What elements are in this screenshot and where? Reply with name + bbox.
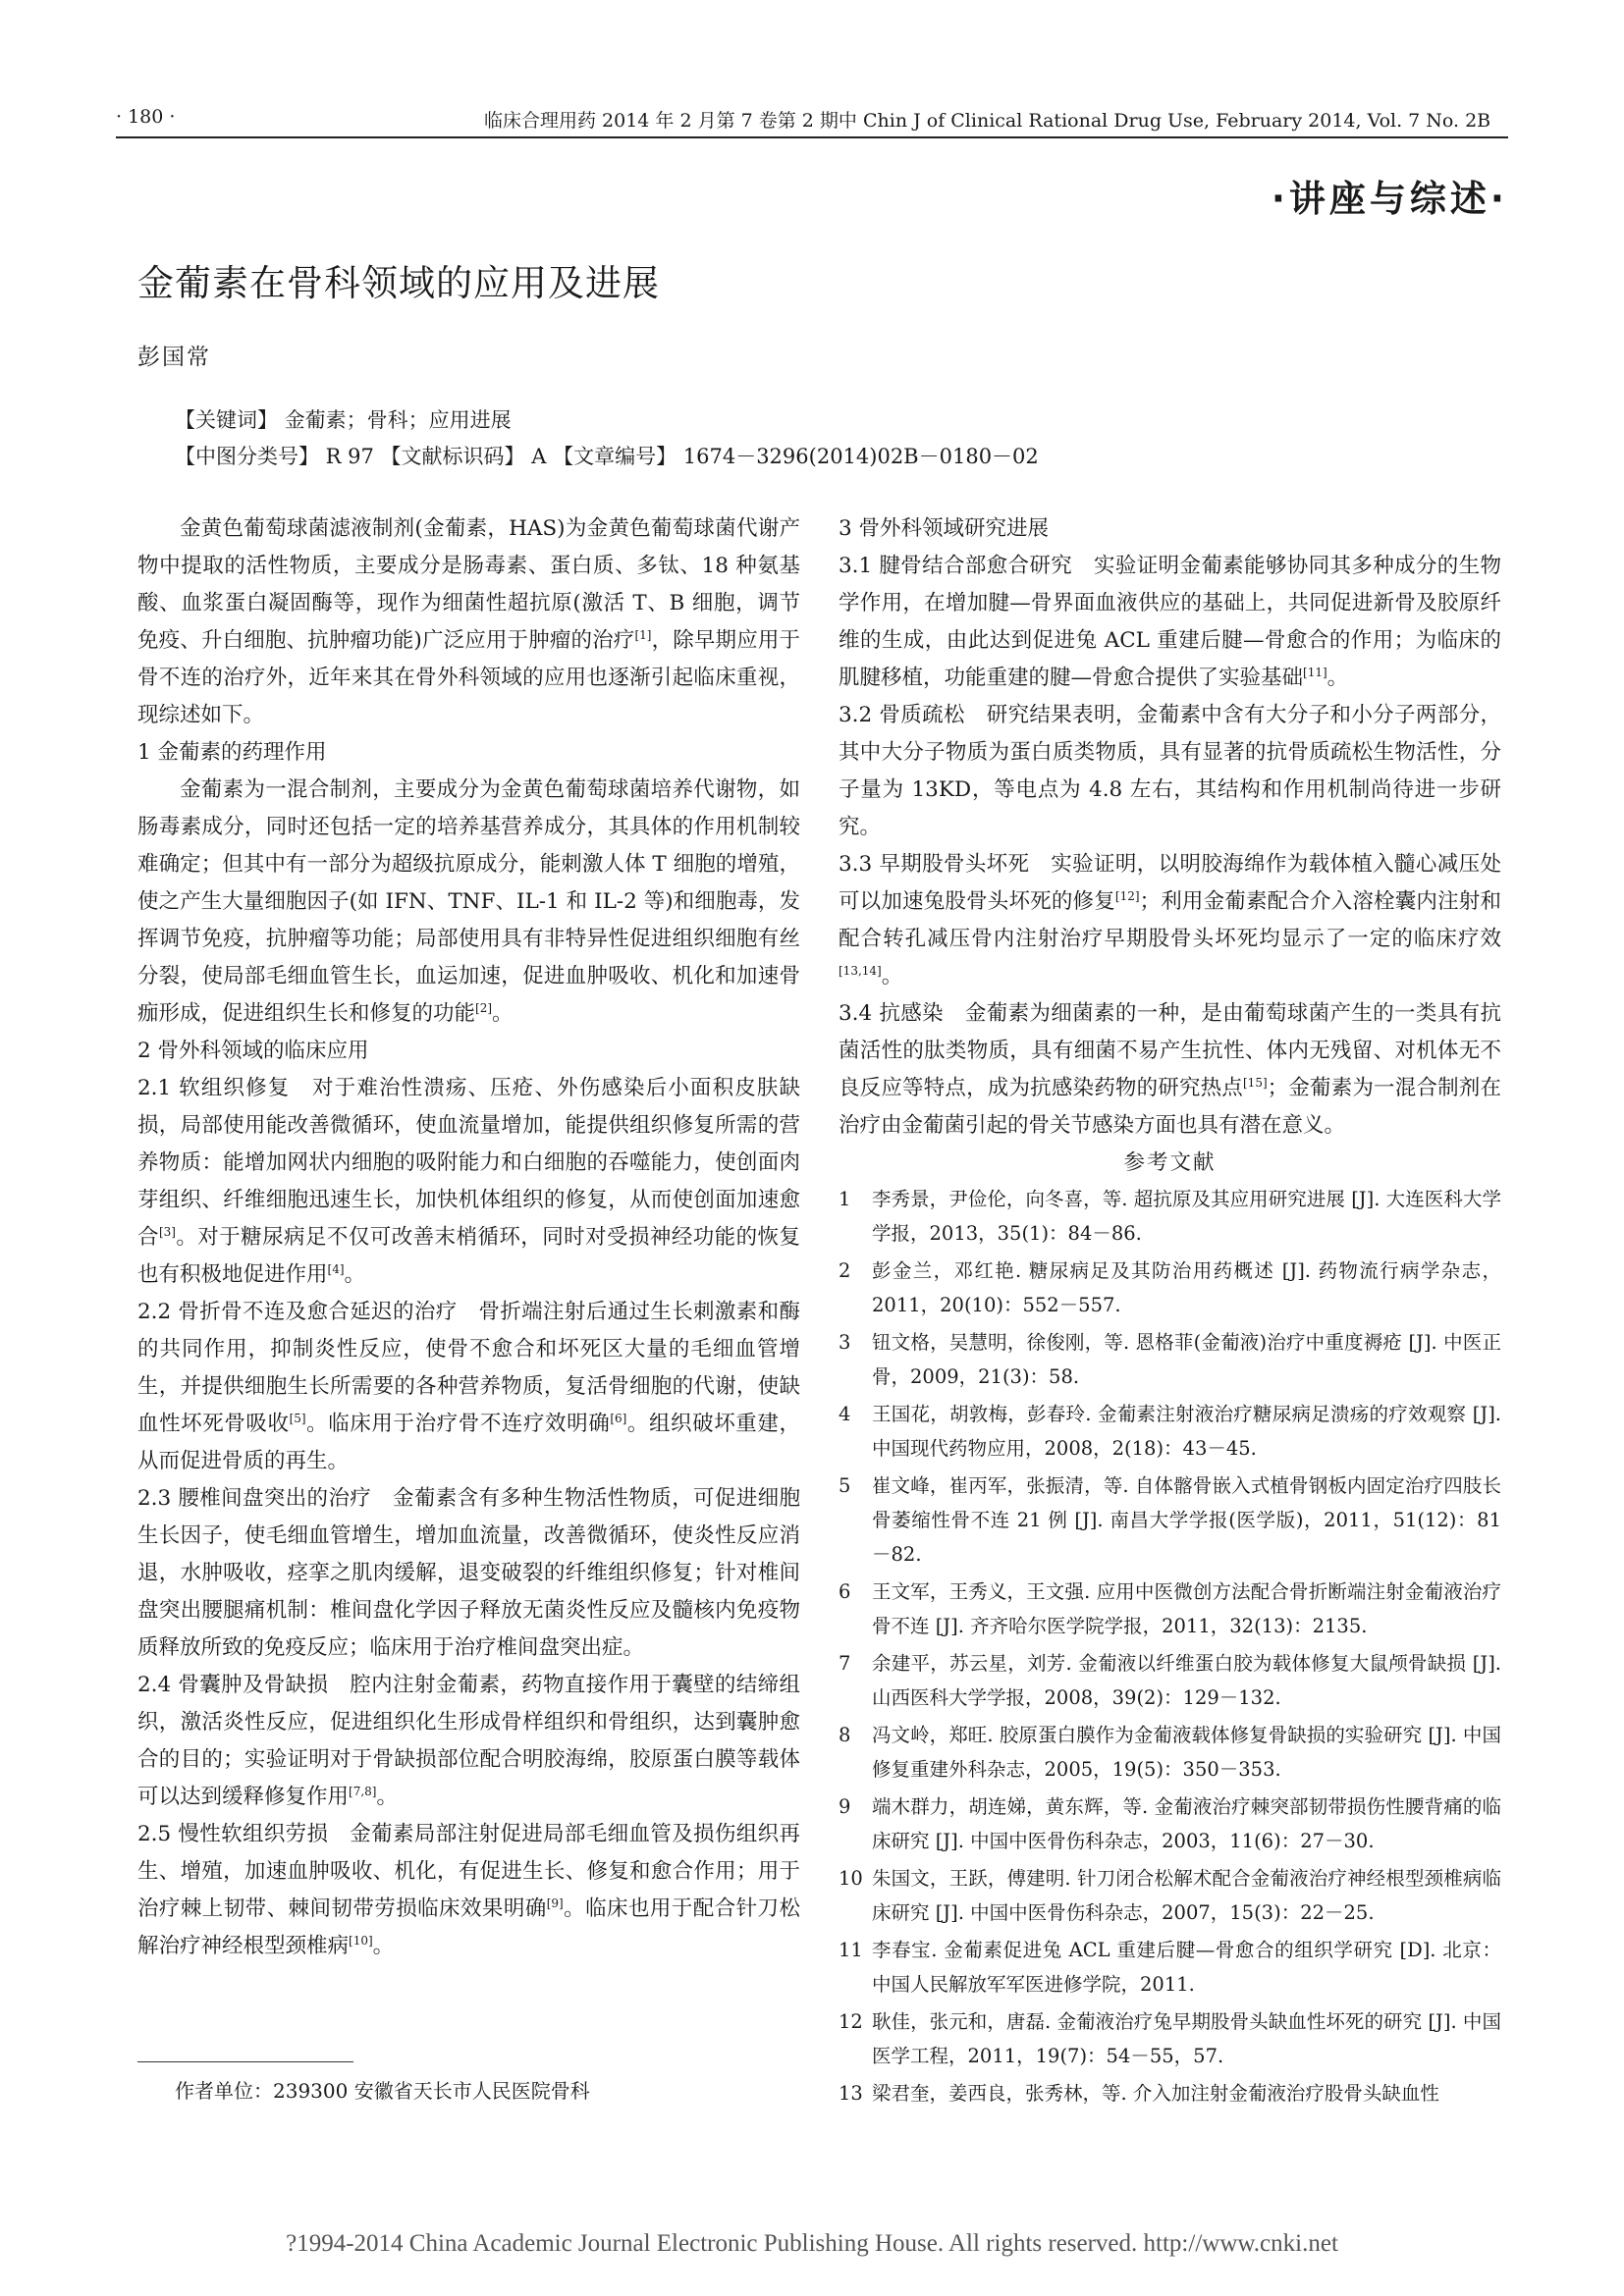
reference-item (839, 1397, 1501, 1466)
body-text: ；金葡素为一混合制剂在治疗由金葡菌引起的骨关节感染方面也具有潜在意义。 (839, 1076, 1501, 1138)
body-text: 金黄色葡萄球菌滤液制剂(金葡素，HAS)为金黄色葡萄球菌代谢产物中提取的活性物质，主要成分是肠毒素、蛋白质、多钛、18 种氨基酸、血浆蛋白凝固酶等，现作为细菌性超抗原(激活 T、B 细胞，调节免疫、升白细胞、抗肿瘤功能)广泛应用于肿瘤的治疗 (137, 516, 800, 653)
section-heading: 2 骨外科领域的临床应用 (137, 1039, 369, 1063)
reference-item (839, 1933, 1501, 2002)
subsection-heading: 3.3 早期股骨头坏死 (839, 852, 1030, 877)
body-text: 对于难治性溃疡、压疮、外伤感染后小面积皮肤缺损，局部使用能改善微循环，使血流量增加，能提供组织修复所需的营养物质：能增加网状内细胞的吸附能力和白细胞的吞噬能力，使创面肉芽组织、纤维细胞迅速生长，加快机体组织的修复，从而使创面加速愈合 (137, 1076, 800, 1250)
body-text: 。 (376, 1785, 398, 1809)
reference-item (839, 1575, 1501, 1643)
reference-text: 彭金兰，邓红艳. 糖尿病足及其防治用药概述 [J]. 药物流行病学杂志，2011，20(10)：552－557. (872, 1259, 1501, 1316)
reference-text: 端木群力，胡连娣，黄东辉，等. 金葡液治疗棘突部韧带损伤性腰背痛的临床研究 [J]. 中国中医骨伤科杂志，2003，11(6)：27－30. (872, 1795, 1501, 1852)
reference-text: 朱国文，王跃，傅建明. 针刀闭合松解术配合金葡液治疗神经根型颈椎病临床研究 [J]. 中国中医骨伤科杂志，2007，15(3)：22－25. (872, 1867, 1501, 1924)
references-heading: 参考文献 (1123, 1150, 1217, 1175)
citation: [2] (475, 1000, 493, 1015)
copyright-notice: ?1994-2014 China Academic Journal Electronic Publishing House. All rights reserved. http://www.cnki.net (286, 2230, 1338, 2257)
citation: [12] (1114, 888, 1140, 903)
article-title: 金葡素在骨科领域的应用及进展 (137, 262, 660, 304)
reference-item (839, 1325, 1501, 1394)
reference-number: 3 (839, 1331, 851, 1354)
reference-number: 13 (839, 2082, 863, 2105)
citation: [10] (349, 1933, 373, 1948)
body-text: 。 (1326, 666, 1349, 690)
reference-item (839, 1182, 1501, 1251)
section-heading: 3 骨外科领域研究进展 (839, 516, 1050, 541)
reference-text: 钮文格，吴慧明，徐俊刚，等. 恩格菲(金葡液)治疗中重度褥疮 [J]. 中医正骨，2009，21(3)：58. (872, 1331, 1501, 1388)
subsection-heading: 3.4 抗感染 (839, 1001, 944, 1026)
paragraph (137, 1294, 800, 1480)
author: 彭国常 (137, 345, 211, 370)
body-text: 。对于糖尿病足不仅可改善末梢循环，同时对受损神经功能的恢复也有积极地促进作用 (137, 1225, 800, 1287)
reference-item (839, 1646, 1501, 1715)
reference-item (839, 1861, 1501, 1930)
body-text: 。 (492, 1001, 514, 1026)
reference-item (839, 1468, 1501, 1572)
reference-number: 8 (839, 1724, 851, 1746)
citation: [11] (1303, 665, 1327, 679)
paragraph (137, 1667, 800, 1816)
reference-item (839, 1254, 1501, 1322)
citation: [15] (1243, 1075, 1268, 1090)
section-tag: ·讲座与综述· (1271, 178, 1508, 220)
citation: [6] (610, 1411, 627, 1425)
reference-number: 2 (839, 1259, 851, 1282)
subsection-heading: 2.5 慢性软组织劳损 (137, 1822, 329, 1846)
intro-paragraph (137, 510, 800, 734)
reference-text: 李春宝. 金葡素促进兔 ACL 重建后腱—骨愈合的组织学研究 [D]. 北京：中国人民解放军军医进修学院，2011. (872, 1939, 1501, 1996)
paragraph (137, 1816, 800, 1965)
reference-number: 10 (839, 1867, 863, 1890)
keywords: 【关键词】 金葡素；骨科；应用进展 (175, 408, 512, 432)
paragraph (137, 1480, 800, 1667)
reference-item (839, 2076, 1501, 2110)
body-text: ，除早期应用于骨不连的治疗外，近年来其在骨外科领域的应用也逐渐引起临床重视，现综述如下。 (137, 628, 800, 727)
citation: [4] (327, 1261, 345, 1276)
subsection-heading: 3.2 骨质疏松 (839, 703, 965, 727)
reference-number: 7 (839, 1652, 851, 1675)
left-column (137, 510, 800, 1965)
footnote-rule (137, 2061, 353, 2062)
reference-number: 1 (839, 1188, 851, 1210)
reference-text: 王文军，王秀义，王文强. 应用中医微创方法配合骨折断端注射金葡液治疗骨不连 [J]. 齐齐哈尔医学院学报，2011，32(13)：2135. (872, 1580, 1501, 1637)
reference-text: 冯文岭，郑旺. 胶原蛋白膜作为金葡液载体修复骨缺损的实验研究 [J]. 中国修复重建外科杂志，2005，19(5)：350－353. (872, 1724, 1501, 1781)
subsection-heading: 2.2 骨折骨不连及愈合延迟的治疗 (137, 1300, 458, 1324)
paragraph (839, 548, 1501, 697)
reference-text: 耿佳，张元和，唐磊. 金葡液治疗兔早期股骨头缺血性坏死的研究 [J]. 中国医学工程，2011，19(7)：54－55，57. (872, 2010, 1501, 2067)
reference-text: 梁君奎，姜西良，张秀林，等. 介入加注射金葡液治疗股骨头缺血性 (872, 2082, 1439, 2105)
body-text: 金葡素含有多种生物活性物质，可促进细胞生长因子，使毛细血管增生，增加血流量，改善微循环，使炎性反应消退，水肿吸收，痉挛之肌肉缓解，退变破裂的纤维组织修复；针对椎间盘突出腰腿痛机制：椎间盘化学因子释放无菌炎性反应及髓核内免疫物质释放所致的免疫反应；临床用于治疗椎间盘突出症。 (137, 1486, 800, 1660)
citation: [9] (546, 1896, 564, 1910)
body-text: 金葡素为细菌素的一种，是由葡萄球菌产生的一类具有抗菌活性的肽类物质，具有细菌不易产生抗性、体内无残留、对机体无不良反应等特点，成为抗感染药物的研究热点 (839, 1001, 1501, 1100)
paragraph (839, 846, 1501, 995)
reference-number: 6 (839, 1580, 851, 1603)
body-text: 金葡素为一混合制剂，主要成分为金黄色葡萄球菌培养代谢物，如肠毒素成分，同时还包括一定的培养基营养成分，其具体的作用机制较难确定；但其中有一部分为超级抗原成分，能刺激人体 T 细胞的增殖，使之产生大量细胞因子(如 IFN、TNF、IL-1 和 IL-2 等)和细胞毒，发挥调节免疫，抗肿瘤等功能；局部使用具有非特异性促进组织细胞有丝分裂，使局部毛细血管生长，血运加速，促进血肿吸收、机化和加速骨痂形成，促进组织生长和修复的功能 (137, 777, 800, 1026)
reference-list (839, 1182, 1501, 2110)
body-text: 。 (372, 1934, 395, 1958)
citation: [13,14] (839, 963, 882, 978)
body-text: 。组织破坏重建，从而促进骨质的再生。 (137, 1412, 800, 1473)
citation: [1] (634, 627, 652, 642)
author-affiliation: 作者单位：239300 安徽省天长市人民医院骨科 (175, 2079, 590, 2103)
reference-number: 12 (839, 2010, 863, 2033)
body-text: 。临床也用于配合针刀松解治疗神经根型颈椎病 (137, 1896, 800, 1958)
reference-text: 崔文峰，崔丙军，张振清，等. 自体髂骨嵌入式植骨钢板内固定治疗四肢长骨萎缩性骨不连 21 例 [J]. 南昌大学学报(医学版)，2011，51(12)：81－82. (872, 1474, 1501, 1566)
section-heading: 1 金葡素的药理作用 (137, 740, 327, 765)
body-text: ；利用金葡素配合介入溶栓囊内注射和配合转孔减压骨内注射治疗早期股骨头坏死均显示了一定的临床疗效 (839, 889, 1501, 951)
citation: [7,8] (349, 1784, 377, 1798)
body-text: 研究结果表明，金葡素中含有大分子和小分子两部分，其中大分子物质为蛋白质类物质，具有显著的抗骨质疏松生物活性，分子量为 13KD，等电点为 4.8 左右，其结构和作用机制尚待进一步研究。 (839, 703, 1501, 839)
page-number: · 180 · (116, 106, 176, 128)
body-text: 骨折端注射后通过生长刺激素和酶的共同作用，抑制炎性反应，使骨不愈合和坏死区大量的毛细血管增生，并提供细胞生长所需要的各种营养物质，复活骨细胞的代谢，使缺血性坏死骨吸收 (137, 1300, 800, 1436)
paragraph (137, 1070, 800, 1294)
reference-text: 王国花，胡敦梅，彭春玲. 金葡素注射液治疗糖尿病足溃疡的疗效观察 [J]. 中国现代药物应用，2008，2(18)：43－45. (872, 1403, 1501, 1460)
subsection-heading: 2.4 骨囊肿及骨缺损 (137, 1673, 329, 1697)
paragraph (839, 995, 1501, 1145)
subsection-heading: 3.1 腱骨结合部愈合研究 (839, 554, 1073, 578)
body-text: 实验证明金葡素能够协同其多种成分的生物学作用，在增加腱—骨界面血液供应的基础上，共同促进新骨及胶原纤维的生成，由此达到促进兔 ACL 重建后腱—骨愈合的作用；为临床的肌腱移植，功能重建的腱—骨愈合提供了实验基础 (839, 554, 1501, 690)
paragraph (839, 697, 1501, 846)
body-text: 。临床用于治疗骨不连疗效明确 (305, 1412, 611, 1436)
body-text: 。 (344, 1262, 366, 1287)
body-text: 腔内注射金葡素，药物直接作用于囊壁的结缔组织，激活炎性反应，促进组织化生形成骨样组织和骨组织，达到囊肿愈合的目的；实验证明对于骨缺损部位配合明胶海绵，胶原蛋白膜等载体可以达到缓释修复作用 (137, 1673, 800, 1809)
reference-number: 5 (839, 1474, 851, 1497)
subsection-heading: 2.1 软组织修复 (137, 1076, 291, 1100)
reference-number: 9 (839, 1795, 851, 1818)
body-text: 金葡素局部注射促进局部毛细血管及损伤组织再生、增殖，加速血肿吸收、机化，有促进生长、修复和愈合作用；用于治疗棘上韧带、棘间韧带劳损临床效果明确 (137, 1822, 800, 1921)
reference-text: 余建平，苏云星，刘芳. 金葡液以纤维蛋白胶为载体修复大鼠颅骨缺损 [J]. 山西医科大学学报，2008，39(2)：129－132. (872, 1652, 1501, 1709)
body-text: 。 (881, 964, 903, 988)
body-text: 实验证明，以明胶海绵作为载体植入髓心减压处可以加速兔股骨头坏死的修复 (839, 852, 1501, 914)
paragraph (137, 772, 800, 1033)
reference-text: 李秀景，尹俭伦，向冬喜，等. 超抗原及其应用研究进展 [J]. 大连医科大学学报，2013，35(1)：84－86. (872, 1188, 1501, 1245)
classification-info: 【中图分类号】 R 97 【文献标识码】 A 【文章编号】 1674－3296(2014)02B－0180－02 (175, 445, 1039, 468)
reference-number: 11 (839, 1939, 863, 1961)
reference-item (839, 2004, 1501, 2073)
header-rule (116, 136, 1508, 138)
reference-item (839, 1718, 1501, 1787)
citation: [3] (158, 1224, 176, 1239)
reference-item (839, 1789, 1501, 1858)
subsection-heading: 2.3 腰椎间盘突出的治疗 (137, 1486, 372, 1511)
running-header: 临床合理用药 2014 年 2 月第 7 卷第 2 期中 Chin J of Clinical Rational Drug Use, February 2014, Vol. 7 No. 2B (484, 110, 1491, 132)
reference-number: 4 (839, 1403, 851, 1425)
citation: [5] (289, 1411, 306, 1425)
right-column (839, 510, 1501, 2113)
